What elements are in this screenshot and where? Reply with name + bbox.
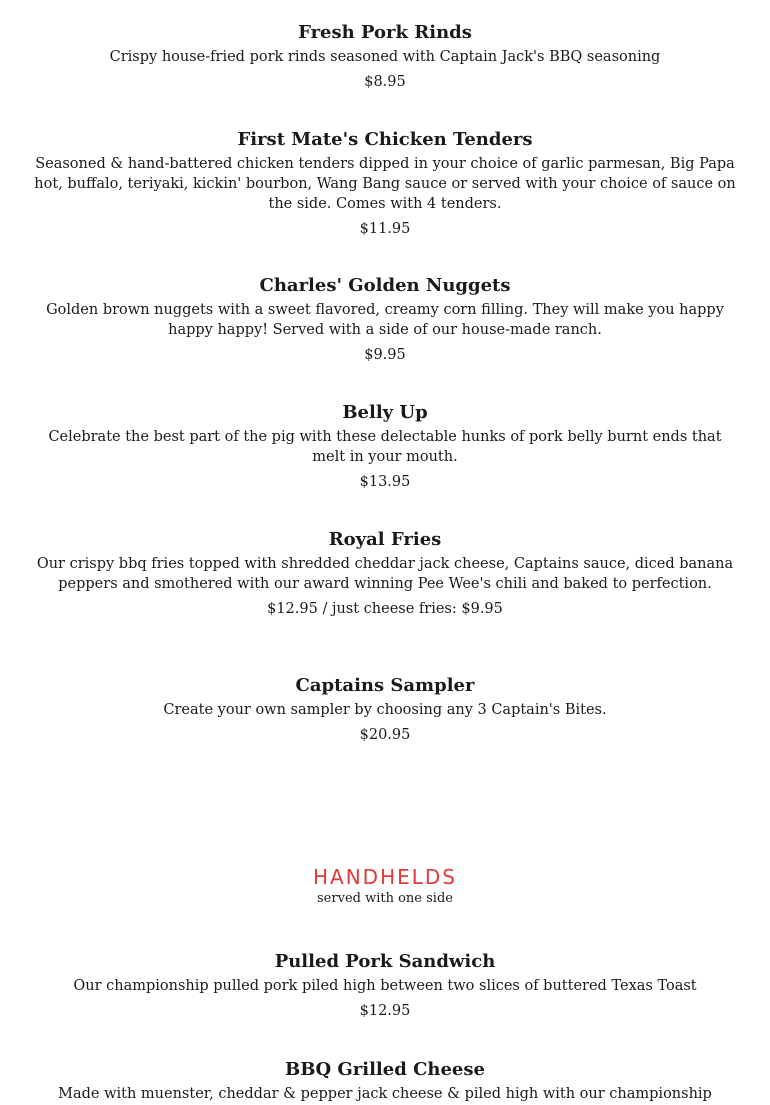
- item-name: Charles' Golden Nuggets: [259, 275, 511, 296]
- item-name: Pulled Pork Sandwich: [274, 951, 496, 972]
- item-description: Our championship pulled pork piled high between two slices of buttered Texas Toast: [73, 978, 697, 994]
- section-subtitle: served with one side: [317, 891, 453, 906]
- item-price: $20.95: [359, 727, 411, 743]
- item-price: $11.95: [359, 221, 411, 237]
- menu-item: [30, 129, 740, 239]
- menu-item: [30, 275, 740, 365]
- menu-item: [30, 1059, 740, 1104]
- menu-item: [30, 529, 740, 619]
- section-title: HANDHELDS: [313, 865, 457, 889]
- item-description: Crispy house-fried pork rinds seasoned with Captain Jack's BBQ seasoning: [109, 49, 661, 65]
- menu-item: [30, 402, 740, 492]
- item-name: Belly Up: [342, 402, 428, 423]
- item-name: First Mate's Chicken Tenders: [237, 129, 533, 150]
- item-name: Royal Fries: [328, 529, 442, 550]
- menu-item: [30, 675, 740, 745]
- item-description: Seasoned & hand-battered chicken tenders dipped in your choice of garlic parmesan, Big Papa hot, buffalo, teriyaki, kickin' bourbon, Wang Bang sauce or served with your choice of sauce on the side. Comes with 4 tenders.: [34, 156, 736, 212]
- section-header: [30, 865, 740, 907]
- item-name: Fresh Pork Rinds: [298, 22, 472, 43]
- item-description: Our crispy bbq fries topped with shredded cheddar jack cheese, Captains sauce, diced banana peppers and smothered with our award winning Pee Wee's chili and baked to perfection.: [36, 556, 734, 592]
- item-price: $13.95: [359, 474, 411, 490]
- item-price: $8.95: [364, 74, 406, 90]
- item-description: Create your own sampler by choosing any 3 Captain's Bites.: [163, 702, 607, 718]
- item-price: $12.95 / just cheese fries: $9.95: [267, 601, 503, 617]
- item-name: Captains Sampler: [295, 675, 475, 696]
- menu-item: [30, 22, 740, 92]
- item-price: $9.95: [364, 347, 406, 363]
- item-name: BBQ Grilled Cheese: [285, 1059, 485, 1080]
- menu-item: [30, 951, 740, 1021]
- item-description: Golden brown nuggets with a sweet flavored, creamy corn filling. They will make you happy happy happy! Served with a side of our house-made ranch.: [46, 302, 724, 338]
- item-description: Celebrate the best part of the pig with these delectable hunks of pork belly burnt ends that melt in your mouth.: [48, 429, 722, 465]
- item-description: Made with muenster, cheddar & pepper jack cheese & piled high with our championship: [58, 1086, 712, 1102]
- item-price: $12.95: [359, 1003, 411, 1019]
